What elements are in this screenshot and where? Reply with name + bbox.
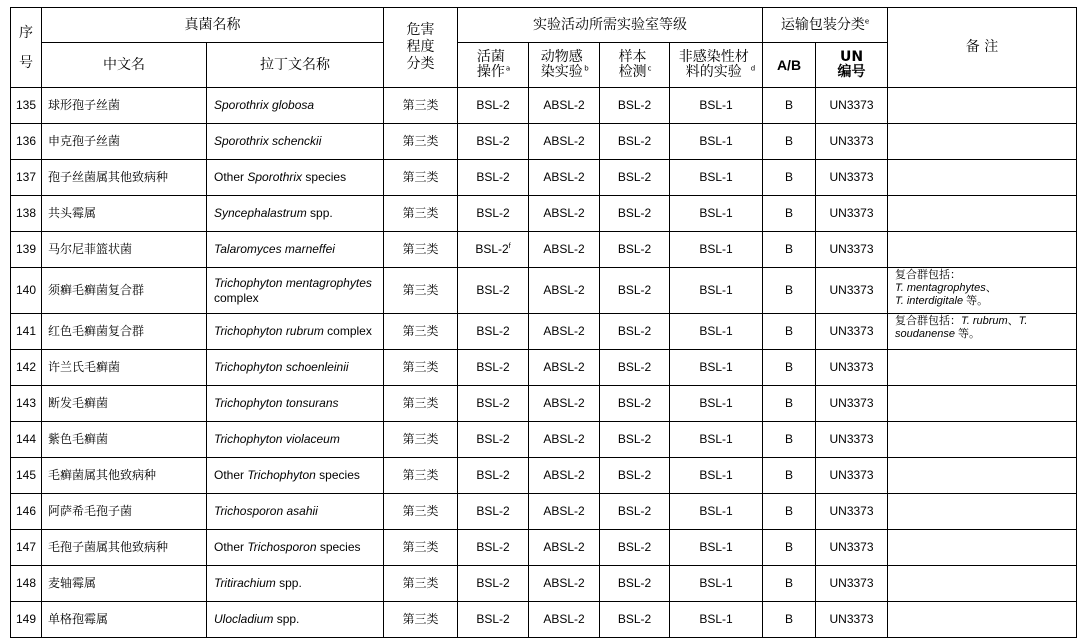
latin-prefix: Other xyxy=(214,468,248,482)
cell-non-infectious: BSL-1 xyxy=(670,458,763,494)
cell-remarks xyxy=(888,422,1077,458)
cell-ab: B xyxy=(763,232,816,268)
cell-non-infectious: BSL-1 xyxy=(670,88,763,124)
cell-animal-infection: ABSL-2 xyxy=(529,458,600,494)
table-row xyxy=(11,422,1077,458)
live-culture-value: BSL-2 xyxy=(476,468,510,482)
table-body xyxy=(11,88,1077,638)
cell-sample-testing: BSL-2 xyxy=(600,268,670,314)
table-row xyxy=(11,268,1077,314)
cell-hazard: 第三类 xyxy=(384,160,458,196)
latin-italic: Talaromyces marneffei xyxy=(214,242,335,256)
cell-remarks xyxy=(888,268,1077,314)
cell-chinese-name: 球形孢子丝菌 xyxy=(42,88,207,124)
latin-suffix: species xyxy=(316,540,361,554)
cell-latin-name xyxy=(207,566,384,602)
cell-sample-testing: BSL-2 xyxy=(600,196,670,232)
cell-animal-infection: ABSL-2 xyxy=(529,566,600,602)
cell-sample-testing: BSL-2 xyxy=(600,530,670,566)
table-row xyxy=(11,232,1077,268)
cell-no: 142 xyxy=(11,350,42,386)
cell-ab: B xyxy=(763,124,816,160)
cell-live-culture xyxy=(458,268,529,314)
live-culture-value: BSL-2 xyxy=(476,504,510,518)
table-row xyxy=(11,314,1077,350)
header-latin-name: 拉丁文名称 xyxy=(207,43,384,88)
latin-italic: Sporothrix schenckii xyxy=(214,134,322,148)
cell-sample-testing: BSL-2 xyxy=(600,566,670,602)
live-culture-value: BSL-2 xyxy=(476,432,510,446)
latin-italic: Tritirachium xyxy=(214,576,276,590)
cell-remarks xyxy=(888,494,1077,530)
cell-live-culture xyxy=(458,530,529,566)
header-sample-testing-label: 样本检测 xyxy=(618,49,647,80)
cell-hazard: 第三类 xyxy=(384,268,458,314)
latin-italic: Trichophyton xyxy=(247,468,316,482)
remark-text: 复合群包括： xyxy=(895,269,961,281)
cell-remarks xyxy=(888,530,1077,566)
cell-hazard: 第三类 xyxy=(384,232,458,268)
cell-un-number: UN3373 xyxy=(816,566,888,602)
latin-italic: Trichophyton mentagrophytes xyxy=(214,275,372,290)
cell-non-infectious: BSL-1 xyxy=(670,268,763,314)
table-row xyxy=(11,494,1077,530)
cell-latin-name xyxy=(207,422,384,458)
cell-un-number: UN3373 xyxy=(816,268,888,314)
table-row xyxy=(11,196,1077,232)
cell-animal-infection: ABSL-2 xyxy=(529,530,600,566)
header-lab-level: 实验活动所需实验室等级 xyxy=(458,8,763,43)
cell-ab: B xyxy=(763,602,816,638)
cell-no: 149 xyxy=(11,602,42,638)
cell-non-infectious: BSL-1 xyxy=(670,386,763,422)
cell-chinese-name: 阿萨希毛孢子菌 xyxy=(42,494,207,530)
latin-italic: Trichophyton tonsurans xyxy=(214,396,339,410)
cell-sample-testing: BSL-2 xyxy=(600,314,670,350)
latin-suffix: spp. xyxy=(273,612,300,626)
latin-italic: Trichophyton rubrum xyxy=(214,324,324,338)
cell-latin-name xyxy=(207,458,384,494)
header-no-label: 序号 xyxy=(19,24,33,71)
cell-remarks xyxy=(888,196,1077,232)
cell-animal-infection: ABSL-2 xyxy=(529,602,600,638)
cell-live-culture xyxy=(458,88,529,124)
latin-italic: Sporothrix xyxy=(247,170,303,184)
cell-animal-infection: ABSL-2 xyxy=(529,196,600,232)
cell-remarks xyxy=(888,314,1077,350)
cell-live-culture xyxy=(458,350,529,386)
cell-chinese-name: 毛癣菌属其他致病种 xyxy=(42,458,207,494)
cell-latin-name xyxy=(207,268,384,314)
header-non-infectious-label: 非感染性材料的实验 xyxy=(678,49,749,80)
cell-latin-name xyxy=(207,196,384,232)
latin-suffix: spp. xyxy=(275,576,302,590)
cell-animal-infection: ABSL-2 xyxy=(529,422,600,458)
cell-live-culture xyxy=(458,232,529,268)
cell-latin-name xyxy=(207,88,384,124)
remark-italic: T. rubrum xyxy=(961,315,1008,327)
cell-sample-testing: BSL-2 xyxy=(600,232,670,268)
cell-latin-name xyxy=(207,160,384,196)
cell-hazard: 第三类 xyxy=(384,350,458,386)
cell-ab: B xyxy=(763,160,816,196)
cell-animal-infection: ABSL-2 xyxy=(529,268,600,314)
cell-non-infectious: BSL-1 xyxy=(670,494,763,530)
cell-latin-name xyxy=(207,232,384,268)
live-culture-value: BSL-2 xyxy=(476,98,510,112)
cell-remarks xyxy=(888,232,1077,268)
cell-live-culture xyxy=(458,602,529,638)
cell-no: 137 xyxy=(11,160,42,196)
cell-un-number: UN3373 xyxy=(816,124,888,160)
cell-live-culture xyxy=(458,160,529,196)
cell-ab: B xyxy=(763,530,816,566)
cell-no: 135 xyxy=(11,88,42,124)
cell-ab: B xyxy=(763,458,816,494)
live-culture-value: BSL-2 xyxy=(476,360,510,374)
cell-no: 144 xyxy=(11,422,42,458)
cell-live-culture xyxy=(458,314,529,350)
header-live-culture-sup: a xyxy=(505,64,511,73)
cell-ab: B xyxy=(763,196,816,232)
cell-chinese-name: 麦轴霉属 xyxy=(42,566,207,602)
latin-italic: Trichosporon asahii xyxy=(214,504,318,518)
cell-chinese-name: 毛孢子菌属其他致病种 xyxy=(42,530,207,566)
latin-suffix: complex xyxy=(214,290,259,305)
header-transport-sup: e xyxy=(864,16,870,25)
cell-ab: B xyxy=(763,422,816,458)
cell-non-infectious: BSL-1 xyxy=(670,160,763,196)
cell-non-infectious: BSL-1 xyxy=(670,196,763,232)
cell-non-infectious: BSL-1 xyxy=(670,530,763,566)
remark-text: 复合群包括： xyxy=(895,315,961,327)
cell-sample-testing: BSL-2 xyxy=(600,494,670,530)
latin-prefix: Other xyxy=(214,540,248,554)
cell-sample-testing: BSL-2 xyxy=(600,386,670,422)
cell-live-culture xyxy=(458,196,529,232)
remark-text: 等。 xyxy=(963,295,989,307)
cell-live-culture xyxy=(458,494,529,530)
latin-italic: Trichophyton violaceum xyxy=(214,432,340,446)
live-culture-value: BSL-2 xyxy=(476,134,510,148)
cell-remarks xyxy=(888,160,1077,196)
remark-text: 等。 xyxy=(954,328,981,340)
live-culture-value: BSL-2 xyxy=(475,242,509,256)
header-chinese-name: 中文名 xyxy=(42,43,207,88)
document-page xyxy=(10,7,1076,638)
cell-chinese-name: 马尔尼菲篮状菌 xyxy=(42,232,207,268)
cell-latin-name xyxy=(207,350,384,386)
header-non-infectious-sup: d xyxy=(750,64,756,73)
cell-no: 141 xyxy=(11,314,42,350)
latin-italic: Sporothrix globosa xyxy=(214,98,315,112)
cell-sample-testing: BSL-2 xyxy=(600,88,670,124)
header-sample-testing xyxy=(600,43,670,88)
latin-italic: Trichophyton schoenleinii xyxy=(214,360,349,374)
cell-ab: B xyxy=(763,494,816,530)
cell-sample-testing: BSL-2 xyxy=(600,124,670,160)
cell-chinese-name: 紫色毛癣菌 xyxy=(42,422,207,458)
cell-latin-name xyxy=(207,124,384,160)
cell-chinese-name: 单格孢霉属 xyxy=(42,602,207,638)
latin-suffix: complex xyxy=(323,324,372,338)
cell-un-number: UN3373 xyxy=(816,314,888,350)
header-transport-label: 运输包装分类 xyxy=(780,16,865,33)
table-row xyxy=(11,350,1077,386)
cell-hazard: 第三类 xyxy=(384,530,458,566)
cell-chinese-name: 许兰氏毛癣菌 xyxy=(42,350,207,386)
latin-italic: Syncephalastrum xyxy=(214,206,307,220)
table-row xyxy=(11,88,1077,124)
cell-sample-testing: BSL-2 xyxy=(600,602,670,638)
cell-latin-name xyxy=(207,530,384,566)
cell-non-infectious: BSL-1 xyxy=(670,602,763,638)
live-culture-value: BSL-2 xyxy=(476,324,510,338)
cell-hazard: 第三类 xyxy=(384,602,458,638)
cell-ab: B xyxy=(763,88,816,124)
cell-hazard: 第三类 xyxy=(384,196,458,232)
cell-hazard: 第三类 xyxy=(384,566,458,602)
cell-animal-infection: ABSL-2 xyxy=(529,386,600,422)
live-culture-value: BSL-2 xyxy=(476,170,510,184)
cell-live-culture xyxy=(458,458,529,494)
cell-un-number: UN3373 xyxy=(816,160,888,196)
cell-un-number: UN3373 xyxy=(816,422,888,458)
cell-latin-name xyxy=(207,386,384,422)
header-hazard-label: 危害程度分类 xyxy=(406,22,435,72)
cell-remarks xyxy=(888,88,1077,124)
cell-chinese-name: 孢子丝菌属其他致病种 xyxy=(42,160,207,196)
cell-sample-testing: BSL-2 xyxy=(600,160,670,196)
table-header xyxy=(11,8,1077,88)
table-row xyxy=(11,566,1077,602)
cell-no: 147 xyxy=(11,530,42,566)
cell-ab: B xyxy=(763,314,816,350)
cell-no: 143 xyxy=(11,386,42,422)
latin-italic: Ulocladium xyxy=(214,612,274,626)
cell-un-number: UN3373 xyxy=(816,88,888,124)
cell-chinese-name: 断发毛癣菌 xyxy=(42,386,207,422)
header-no xyxy=(11,8,42,88)
cell-non-infectious: BSL-1 xyxy=(670,124,763,160)
header-non-infectious xyxy=(670,43,763,88)
cell-no: 145 xyxy=(11,458,42,494)
cell-hazard: 第三类 xyxy=(384,458,458,494)
table-row xyxy=(11,124,1077,160)
cell-non-infectious: BSL-1 xyxy=(670,566,763,602)
live-culture-value: BSL-2 xyxy=(476,540,510,554)
header-hazard xyxy=(384,8,458,88)
cell-ab: B xyxy=(763,268,816,314)
cell-un-number: UN3373 xyxy=(816,196,888,232)
cell-chinese-name: 须癣毛癣菌复合群 xyxy=(42,268,207,314)
cell-animal-infection: ABSL-2 xyxy=(529,232,600,268)
header-fungus-name: 真菌名称 xyxy=(42,8,384,43)
header-animal-infection-sup: b xyxy=(584,64,589,73)
cell-hazard: 第三类 xyxy=(384,124,458,160)
cell-remarks xyxy=(888,566,1077,602)
cell-sample-testing: BSL-2 xyxy=(600,422,670,458)
cell-animal-infection: ABSL-2 xyxy=(529,88,600,124)
cell-hazard: 第三类 xyxy=(384,314,458,350)
cell-non-infectious: BSL-1 xyxy=(670,314,763,350)
header-un-number-label: UN编号 xyxy=(837,49,866,80)
cell-sample-testing: BSL-2 xyxy=(600,350,670,386)
header-animal-infection-label: 动物感染实验 xyxy=(540,49,583,80)
cell-no: 138 xyxy=(11,196,42,232)
cell-remarks xyxy=(888,458,1077,494)
pathogen-table xyxy=(10,7,1077,638)
remark-italic: T. mentagrophytes xyxy=(895,282,986,294)
cell-hazard: 第三类 xyxy=(384,494,458,530)
cell-chinese-name: 红色毛癣菌复合群 xyxy=(42,314,207,350)
cell-un-number: UN3373 xyxy=(816,386,888,422)
cell-un-number: UN3373 xyxy=(816,232,888,268)
live-culture-value: BSL-2 xyxy=(476,206,510,220)
latin-italic: Trichosporon xyxy=(247,540,317,554)
cell-live-culture xyxy=(458,124,529,160)
cell-latin-name xyxy=(207,314,384,350)
cell-ab: B xyxy=(763,350,816,386)
header-ab: A/B xyxy=(763,43,816,88)
cell-chinese-name: 申克孢子丝菌 xyxy=(42,124,207,160)
latin-suffix: species xyxy=(315,468,360,482)
live-culture-value: BSL-2 xyxy=(476,612,510,626)
live-culture-sup: f xyxy=(508,243,511,250)
cell-remarks xyxy=(888,124,1077,160)
cell-remarks xyxy=(888,386,1077,422)
cell-remarks xyxy=(888,350,1077,386)
header-sample-testing-sup: c xyxy=(647,64,652,73)
cell-live-culture xyxy=(458,566,529,602)
cell-no: 139 xyxy=(11,232,42,268)
header-un-number xyxy=(816,43,888,88)
cell-latin-name xyxy=(207,494,384,530)
table-row xyxy=(11,160,1077,196)
cell-un-number: UN3373 xyxy=(816,350,888,386)
header-live-culture xyxy=(458,43,529,88)
table-row xyxy=(11,458,1077,494)
cell-un-number: UN3373 xyxy=(816,494,888,530)
latin-prefix: Other xyxy=(214,170,248,184)
cell-animal-infection: ABSL-2 xyxy=(529,350,600,386)
live-culture-value: BSL-2 xyxy=(476,283,510,297)
cell-remarks xyxy=(888,602,1077,638)
cell-non-infectious: BSL-1 xyxy=(670,350,763,386)
cell-animal-infection: ABSL-2 xyxy=(529,124,600,160)
remark-italic: T. interdigitale xyxy=(895,295,964,307)
cell-ab: B xyxy=(763,566,816,602)
cell-chinese-name: 共头霉属 xyxy=(42,196,207,232)
cell-hazard: 第三类 xyxy=(384,88,458,124)
cell-non-infectious: BSL-1 xyxy=(670,422,763,458)
cell-non-infectious: BSL-1 xyxy=(670,232,763,268)
cell-animal-infection: ABSL-2 xyxy=(529,160,600,196)
cell-hazard: 第三类 xyxy=(384,422,458,458)
cell-un-number: UN3373 xyxy=(816,530,888,566)
cell-animal-infection: ABSL-2 xyxy=(529,494,600,530)
cell-latin-name xyxy=(207,602,384,638)
table-row xyxy=(11,530,1077,566)
remark-text: 、 xyxy=(1007,315,1019,327)
header-live-culture-label: 活菌操作 xyxy=(476,49,505,80)
table-row xyxy=(11,386,1077,422)
header-transport xyxy=(763,8,888,43)
remark-text: 、 xyxy=(985,282,997,294)
cell-no: 148 xyxy=(11,566,42,602)
latin-suffix: species xyxy=(302,170,347,184)
cell-no: 136 xyxy=(11,124,42,160)
live-culture-value: BSL-2 xyxy=(476,576,510,590)
cell-no: 140 xyxy=(11,268,42,314)
latin-suffix: spp. xyxy=(306,206,333,220)
cell-animal-infection: ABSL-2 xyxy=(529,314,600,350)
cell-un-number: UN3373 xyxy=(816,458,888,494)
cell-no: 146 xyxy=(11,494,42,530)
cell-live-culture xyxy=(458,422,529,458)
cell-ab: B xyxy=(763,386,816,422)
cell-sample-testing: BSL-2 xyxy=(600,458,670,494)
cell-hazard: 第三类 xyxy=(384,386,458,422)
cell-un-number: UN3373 xyxy=(816,602,888,638)
header-animal-infection xyxy=(529,43,600,88)
table-row xyxy=(11,602,1077,638)
cell-live-culture xyxy=(458,386,529,422)
remark-italic: T. soudanense xyxy=(895,315,1028,340)
live-culture-value: BSL-2 xyxy=(476,396,510,410)
header-remarks: 备 注 xyxy=(888,8,1077,88)
